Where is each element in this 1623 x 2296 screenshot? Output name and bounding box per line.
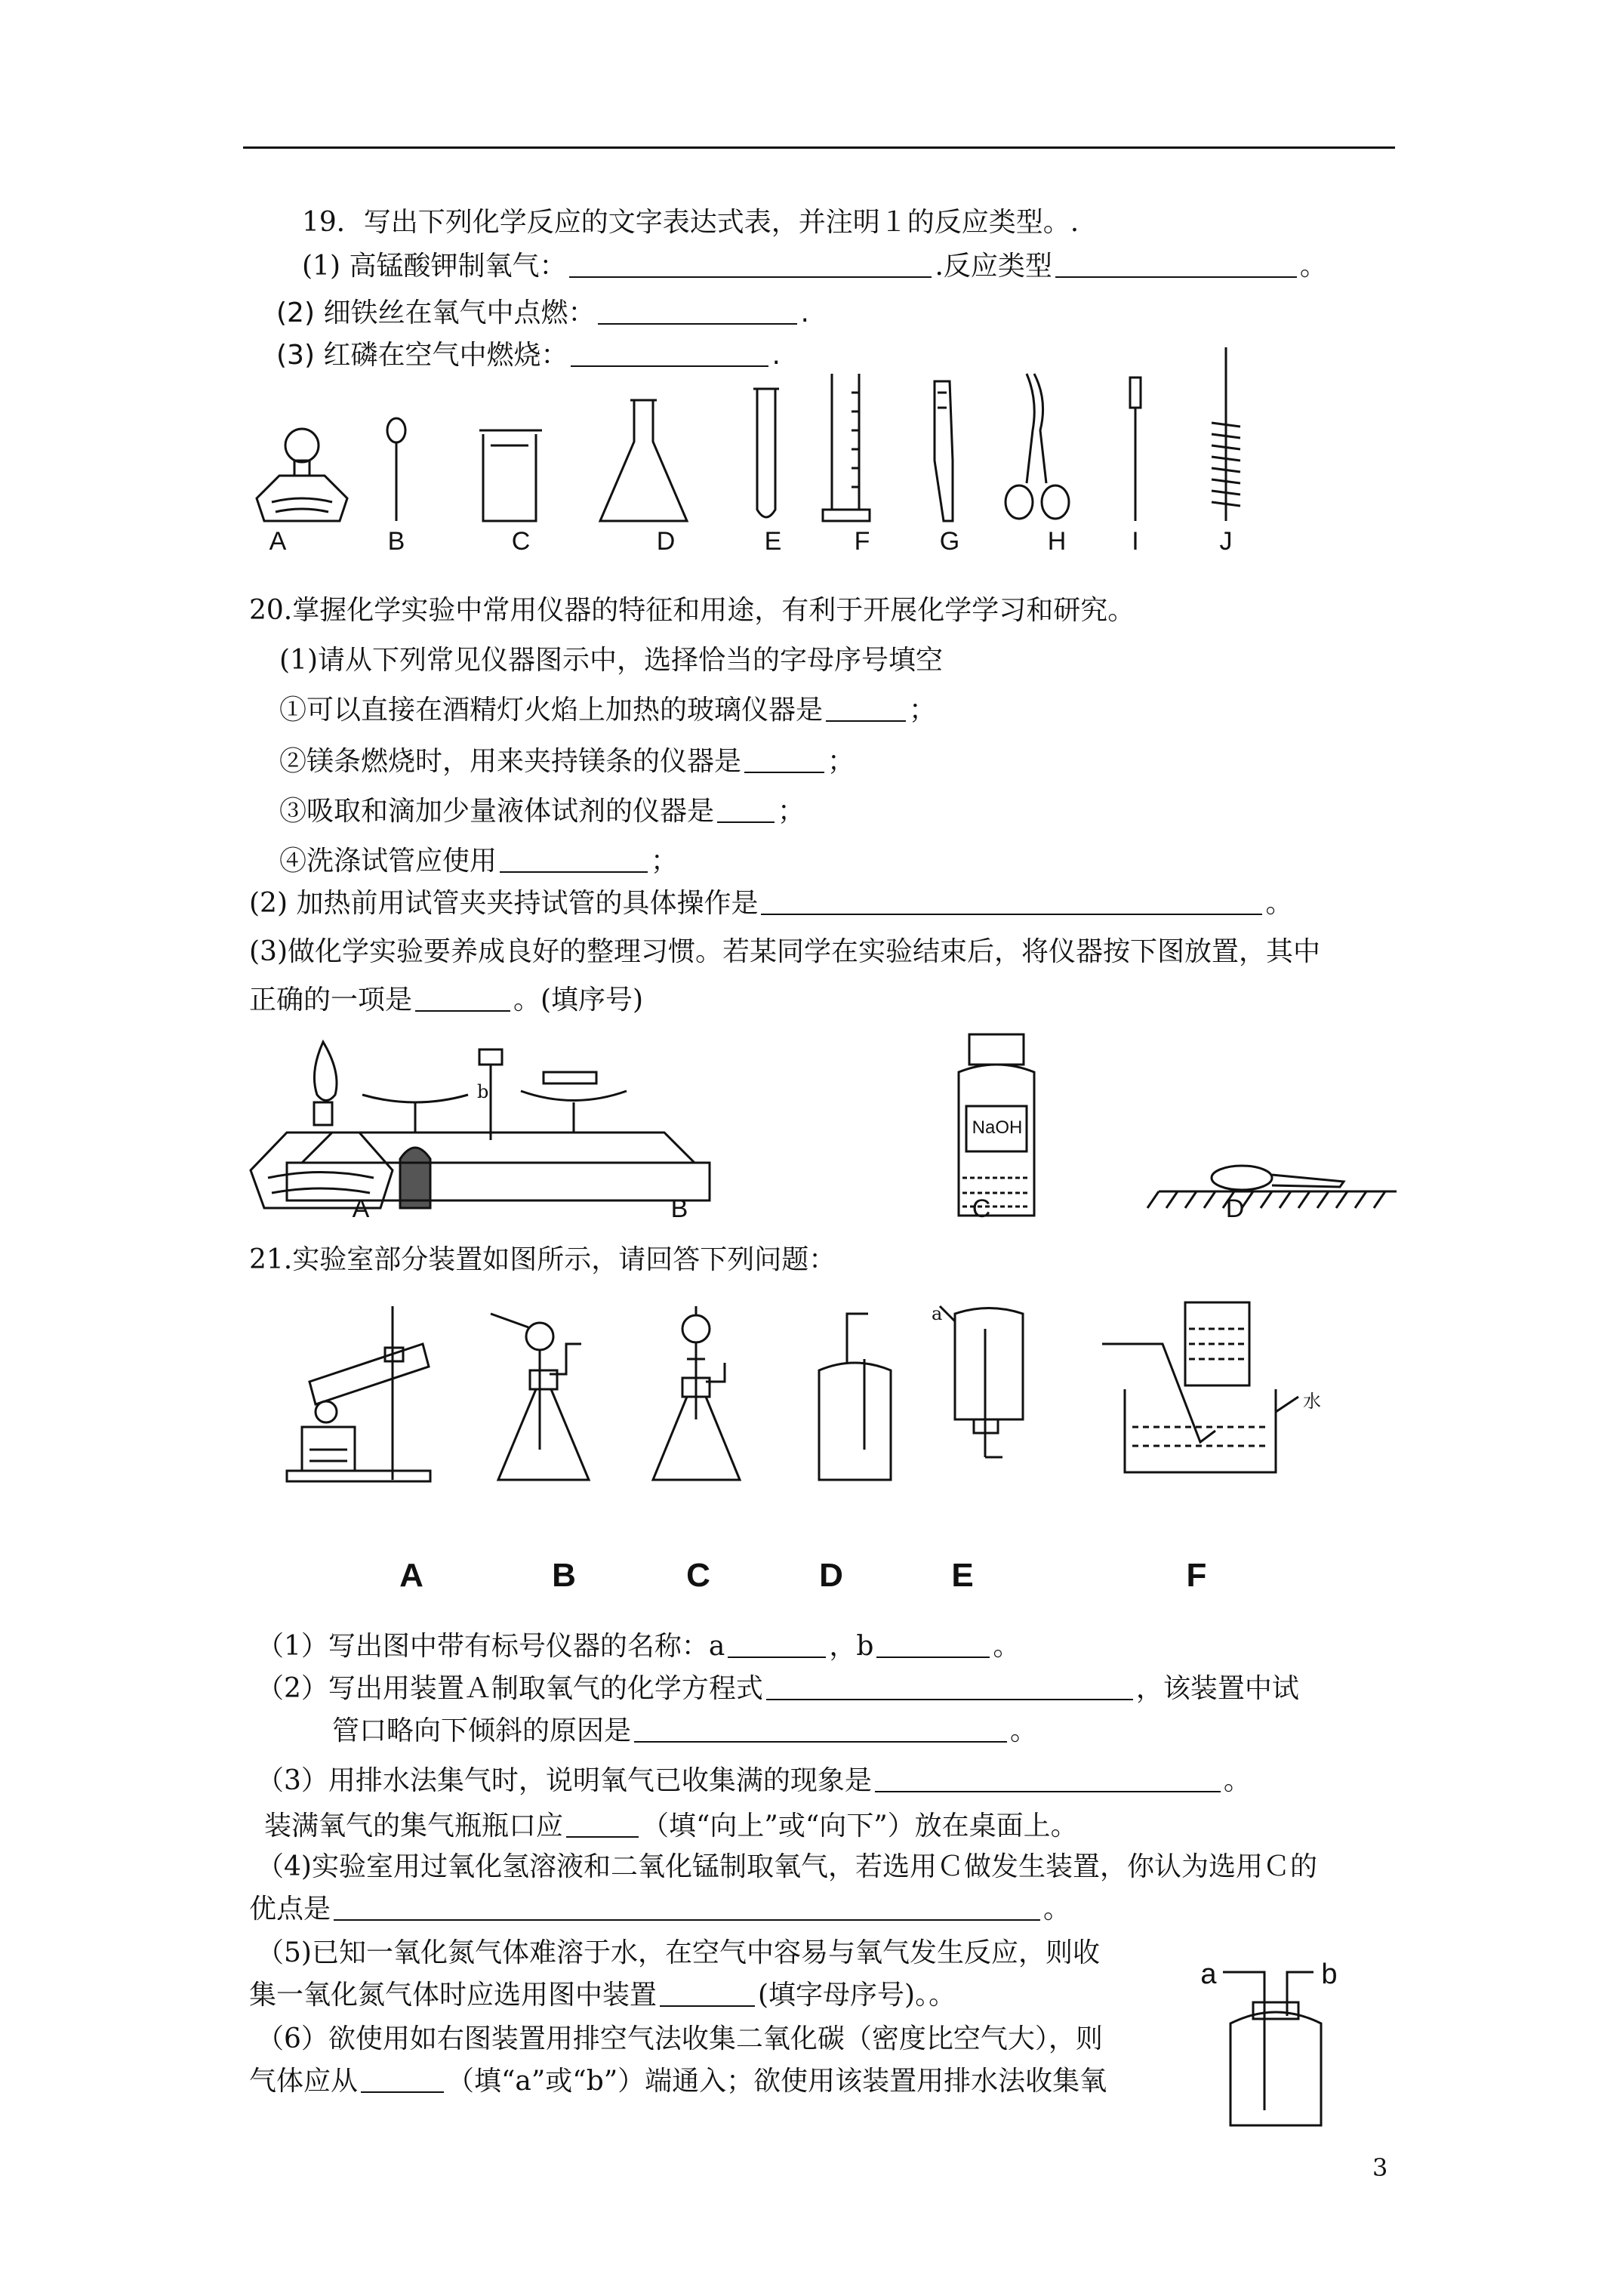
answer-blank[interactable] — [334, 1894, 1040, 1921]
q20-sub3-line2 — [249, 983, 643, 1018]
q21-part-5-line1: （5)已知一氧化氮气体难溶于水，在空气中容易与氧气发生反应，则收 — [257, 1937, 1100, 1968]
q21-p4-b: 优点是 — [249, 1894, 331, 1925]
q19-title: 19．写出下列化学反应的文字表达式表，并注明１的反应类型。. — [302, 207, 1079, 238]
placement-label: C — [972, 1194, 991, 1223]
q20-semicolon: ； — [909, 695, 937, 726]
apparatus-figure — [279, 1299, 1351, 1495]
q21-part-4-line1: （4)实验室用过氧化氢溶液和二氧化锰制取氧气，若选用Ｃ做发生装置，你认为选用Ｃ的 — [257, 1851, 1317, 1882]
q21-part-6-line1: （6）欲使用如右图装置用排空气法收集二氧化碳（密度比空气大），则 — [257, 2023, 1103, 2054]
q19-l2-end: . — [800, 297, 809, 328]
q20-semicolon: ； — [651, 846, 679, 877]
rubber-dropper-icon — [1130, 378, 1141, 521]
lit-alcohol-lamp-icon — [251, 1042, 430, 1208]
instrument-label: H — [1047, 527, 1067, 556]
answer-blank[interactable] — [500, 846, 648, 873]
answer-blank[interactable] — [826, 695, 906, 722]
q21-part-6-line2 — [249, 2064, 1107, 2099]
q20-choice-4 — [279, 844, 678, 879]
apparatus-label: D — [819, 1557, 843, 1594]
placement-mark-b: b — [477, 1081, 489, 1102]
answer-blank[interactable] — [569, 251, 932, 278]
q21-p3-end: （填“向上”或“向下”）放在桌面上。 — [642, 1811, 1078, 1841]
instrument-label: E — [764, 527, 782, 556]
q21-p1-b: ，b — [829, 1631, 874, 1662]
answer-blank[interactable] — [876, 1631, 990, 1658]
q19-l2-text: (2) 细铁丝在氧气中点燃： — [276, 297, 596, 328]
answer-blank[interactable] — [744, 746, 824, 773]
answer-blank[interactable] — [361, 2066, 444, 2093]
answer-blank[interactable] — [634, 1715, 1007, 1743]
q21-p1-text: （1）写出图中带有标号仪器的名称：a — [257, 1631, 725, 1662]
answer-blank[interactable] — [761, 888, 1262, 915]
answer-blank[interactable] — [875, 1765, 1221, 1792]
apparatus-label: E — [951, 1557, 974, 1594]
q21-title: 21.实验室部分装置如图所示，请回答下列问题： — [249, 1244, 836, 1275]
q19-l1-text: (1) 高锰酸钾制氧气： — [302, 251, 567, 282]
q20-choice-1 — [279, 693, 936, 728]
answer-blank[interactable] — [728, 1631, 826, 1658]
q21-part-2-line1 — [257, 1672, 1299, 1706]
q19-l1-end: 。 — [1299, 251, 1327, 282]
q20-sub3-line1: (3)做化学实验要养成良好的整理习惯。若某同学在实验结束后，将仪器按下图放置，其中 — [249, 936, 1320, 967]
q21-p3-c: 装满氧气的集气瓶瓶口应 — [264, 1811, 564, 1841]
q21-p2-end: 。 — [1010, 1715, 1038, 1746]
instrument-label: B — [387, 527, 405, 556]
apparatus-label: C — [686, 1557, 710, 1594]
q20-sub2-text: (2) 加热前用试管夹夹持试管的具体操作是 — [249, 888, 759, 919]
apparatus-f-water-trough-icon — [1102, 1302, 1298, 1472]
dropper-icon — [387, 418, 405, 521]
apparatus-label: F — [1186, 1557, 1207, 1594]
apparatus-c-funnel-flask-icon — [653, 1306, 740, 1480]
instrument-label: D — [656, 527, 676, 556]
q21-p4-end: 。 — [1043, 1894, 1071, 1925]
q19-line-2 — [276, 296, 809, 331]
header-rule — [243, 146, 1395, 149]
alcohol-lamp-icon — [257, 429, 347, 521]
naoh-label: NaOH — [972, 1117, 1023, 1138]
answer-blank[interactable] — [766, 1673, 1133, 1700]
q20-c3-text: ③吸取和滴加少量液体试剂的仪器是 — [279, 796, 715, 827]
q20-c1-text: ①可以直接在酒精灯火焰上加热的玻璃仪器是 — [279, 695, 824, 726]
apparatus-e-inverted-bottle-icon — [940, 1306, 1023, 1457]
apparatus-d-gas-bottle-icon — [819, 1314, 891, 1480]
q21-part-1 — [257, 1629, 1020, 1664]
q21-p2-c: 管口略向下倾斜的原因是 — [332, 1715, 632, 1746]
apparatus-mark-a: a — [932, 1303, 943, 1324]
instrument-label: J — [1219, 527, 1233, 556]
answer-blank[interactable] — [660, 1980, 755, 2007]
instruments-figure — [242, 340, 1298, 536]
q21-p2-b: ，该装置中试 — [1135, 1673, 1299, 1704]
q21-part-4-line2 — [249, 1892, 1070, 1927]
apparatus-label: A — [399, 1557, 423, 1594]
q20-sub3-text: 正确的一项是 — [249, 985, 413, 1015]
q20-sub1: (1)请从下列常见仪器图示中，选择恰当的字母序号填空 — [279, 645, 943, 676]
q21-part-5-line2 — [249, 1978, 956, 2013]
test-tube-brush-icon — [1212, 347, 1240, 521]
placement-label: B — [670, 1194, 688, 1223]
q21-p5-end: (填字母序号)。。 — [758, 1980, 956, 2011]
balance-scale-icon — [287, 1049, 710, 1200]
instrument-label: C — [511, 527, 531, 556]
q20-sub2 — [249, 886, 1292, 921]
q21-p3-b: 。 — [1223, 1765, 1251, 1796]
q21-p3-text: （3）用排水法集气时，说明氧气已收集满的现象是 — [257, 1765, 872, 1796]
bottle-label-a: a — [1200, 1959, 1217, 1990]
q19-l1-type: .反应类型 — [935, 251, 1052, 282]
test-tube-holder-icon — [935, 381, 953, 521]
answer-blank[interactable] — [415, 985, 510, 1012]
q21-p5-b: 集一氧化氮气体时应选用图中装置 — [249, 1980, 658, 2011]
instrument-label: A — [269, 527, 287, 556]
placement-label: D — [1225, 1194, 1245, 1223]
q21-p1-end: 。 — [993, 1631, 1021, 1662]
bottle-label-b: b — [1321, 1959, 1338, 1990]
q21-p6-c: （填“a”或“b”）端通入；欲使用该装置用排水法收集氧 — [447, 2066, 1107, 2097]
crucible-tongs-icon — [1006, 374, 1069, 519]
placement-label: A — [352, 1194, 370, 1223]
q19-l3-end: . — [771, 340, 781, 371]
instrument-label: G — [939, 527, 960, 556]
q20-choice-3 — [279, 794, 805, 829]
q20-c2-text: ②镁条燃烧时，用来夹持镁条的仪器是 — [279, 746, 742, 777]
apparatus-b-flask-icon — [491, 1314, 589, 1480]
q20-semicolon: ； — [827, 746, 855, 777]
answer-blank[interactable] — [598, 297, 797, 325]
q20-sub3-end: 。(填序号) — [513, 985, 644, 1015]
dropper-on-table-icon — [1147, 1166, 1397, 1208]
q20-choice-2 — [279, 744, 855, 779]
graduated-cylinder-icon — [823, 374, 870, 521]
answer-blank[interactable] — [566, 1811, 639, 1838]
q20-c4-text: ④洗涤试管应使用 — [279, 846, 497, 877]
q21-p2-text: （2）写出用装置Ａ制取氧气的化学方程式 — [257, 1673, 763, 1704]
conical-flask-icon — [600, 400, 687, 521]
q19-l3-text: (3) 红磷在空气中燃烧： — [276, 340, 568, 371]
q21-p6-b: 气体应从 — [249, 2066, 359, 2097]
instrument-label: I — [1132, 527, 1139, 556]
q21-part-2-line2 — [332, 1714, 1037, 1749]
q20-semicolon: ； — [778, 796, 805, 827]
test-tube-icon — [753, 389, 779, 517]
q21-part-3-line2 — [264, 1809, 1078, 1844]
answer-blank[interactable] — [717, 796, 775, 823]
beaker-icon — [479, 430, 542, 521]
q19-line-1 — [302, 249, 1327, 284]
apparatus-a-heating-icon — [287, 1306, 430, 1481]
answer-blank[interactable] — [1055, 251, 1297, 278]
page-number: 3 — [1372, 2153, 1388, 2182]
q20-title: 20.掌握化学实验中常用仪器的特征和用途，有利于开展化学学习和研究。 — [249, 595, 1135, 626]
q20-sub2-end: 。 — [1265, 888, 1293, 919]
q21-part-3-line1 — [257, 1764, 1251, 1798]
instrument-label: F — [854, 527, 870, 556]
apparatus-label: B — [552, 1557, 576, 1594]
water-label: 水 — [1303, 1391, 1321, 1412]
